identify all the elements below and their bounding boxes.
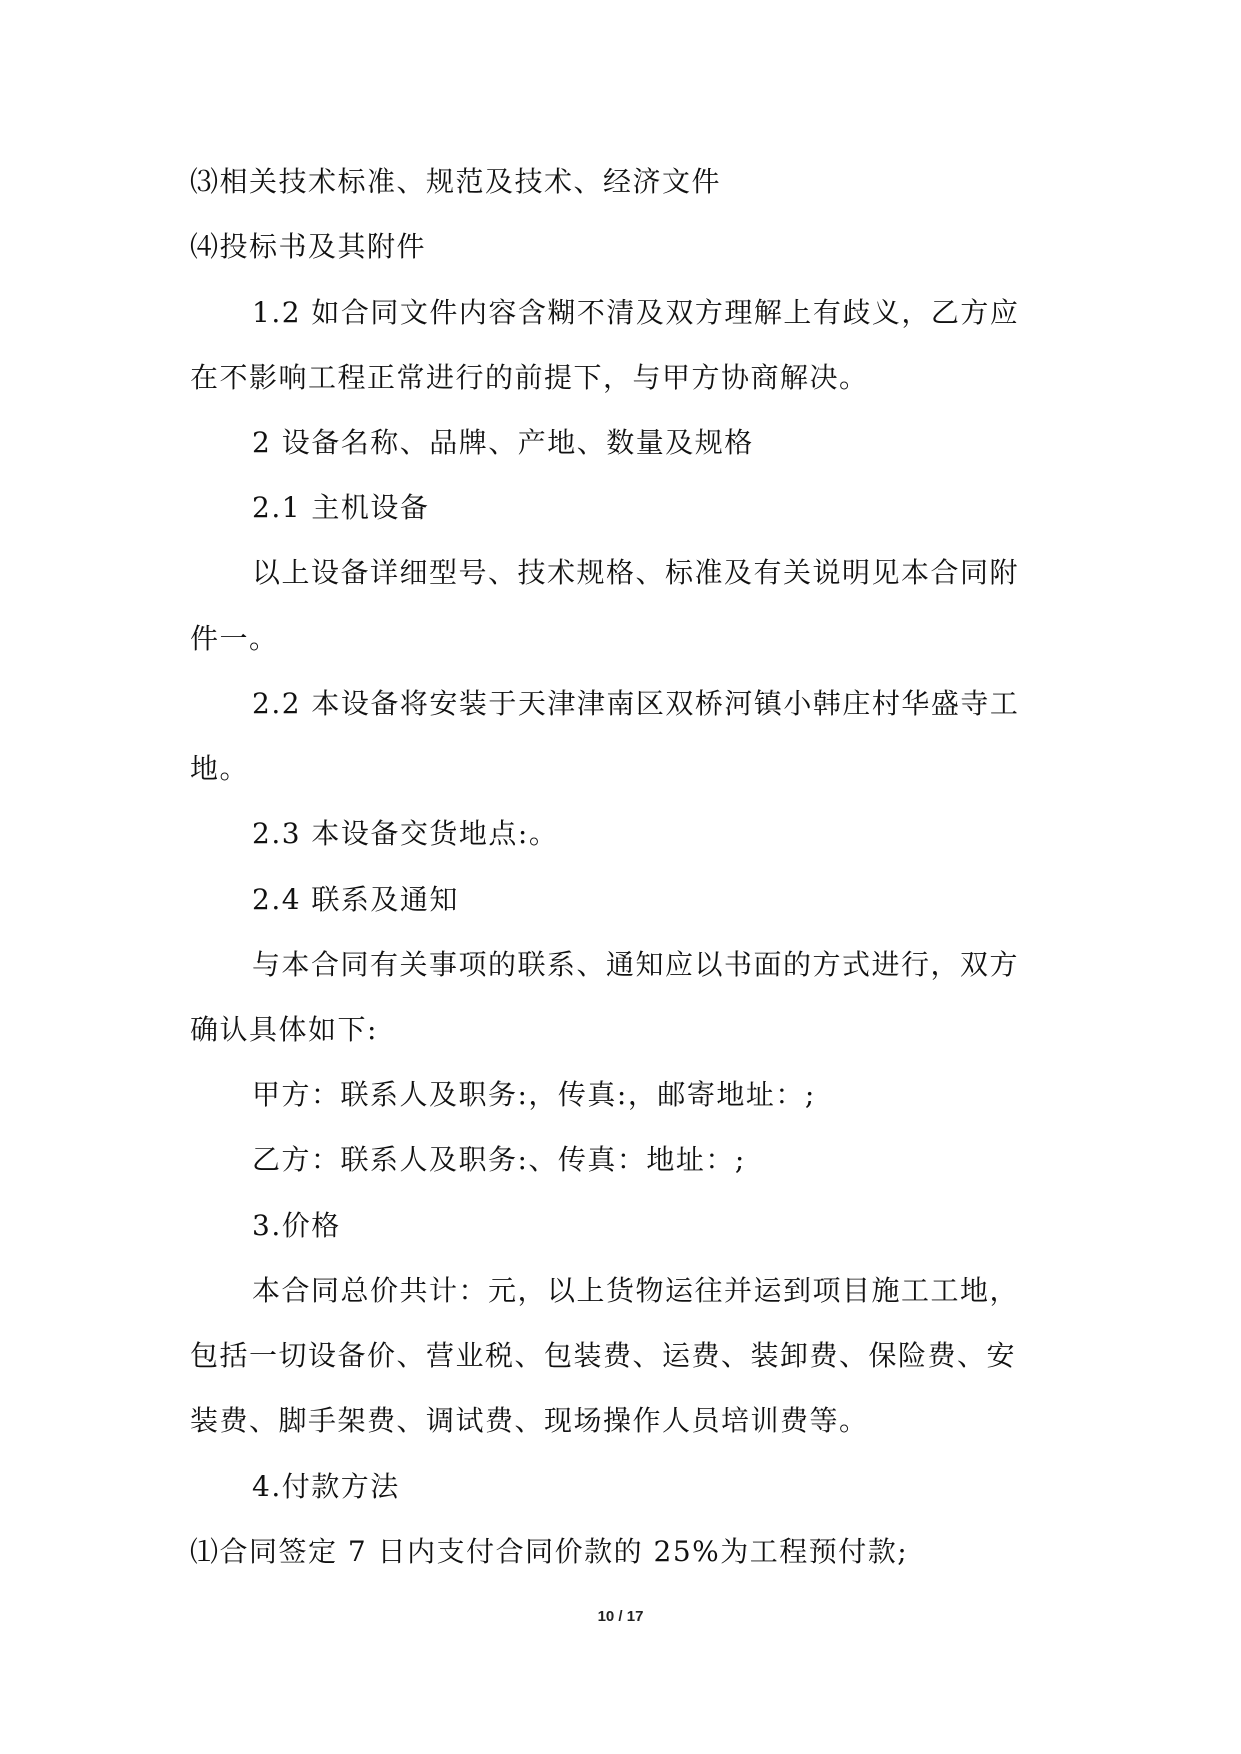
- body-text-line: 地。: [190, 752, 250, 785]
- body-text-line: ⑷投标书及其附件: [190, 230, 427, 263]
- body-text-line: 甲方：联系人及职务:，传真:，邮寄地址：;: [252, 1078, 816, 1111]
- body-text-line: 乙方：联系人及职务:、传真：地址：;: [252, 1143, 746, 1176]
- body-text-line: 2.2 本设备将安装于天津津南区双桥河镇小韩庄村华盛寺工: [252, 687, 1020, 720]
- body-text-line: 在不影响工程正常进行的前提下，与甲方协商解决。: [190, 361, 869, 394]
- section-heading: 3.价格: [252, 1209, 341, 1242]
- section-heading: 2 设备名称、品牌、产地、数量及规格: [252, 426, 754, 459]
- body-text-line: ⑶相关技术标准、规范及技术、经济文件: [190, 165, 722, 198]
- subsection-heading: 2.1 主机设备: [252, 491, 430, 524]
- page-number: 10 / 17: [597, 1608, 644, 1625]
- section-heading: 4.付款方法: [252, 1470, 400, 1503]
- body-text-line: 装费、脚手架费、调试费、现场操作人员培训费等。: [190, 1404, 869, 1437]
- body-text-line: 本合同总价共计：元，以上货物运往并运到项目施工工地，: [252, 1274, 1020, 1307]
- body-text-line: 确认具体如下:: [190, 1013, 378, 1046]
- subsection-heading: 2.4 联系及通知: [252, 883, 459, 916]
- body-text-line: ⑴合同签定 7 日内支付合同价款的 25%为工程预付款;: [190, 1535, 909, 1568]
- body-text-line: 2.3 本设备交货地点:。: [252, 817, 559, 850]
- body-text-line: 包括一切设备价、营业税、包装费、运费、装卸费、保险费、安: [190, 1339, 1017, 1372]
- body-text-line: 以上设备详细型号、技术规格、标准及有关说明见本合同附: [252, 556, 1020, 589]
- body-text-line: 1.2 如合同文件内容含糊不清及双方理解上有歧义，乙方应: [252, 296, 1020, 329]
- body-text-line: 与本合同有关事项的联系、通知应以书面的方式进行，双方: [252, 948, 1020, 981]
- body-text-line: 件一。: [190, 622, 279, 655]
